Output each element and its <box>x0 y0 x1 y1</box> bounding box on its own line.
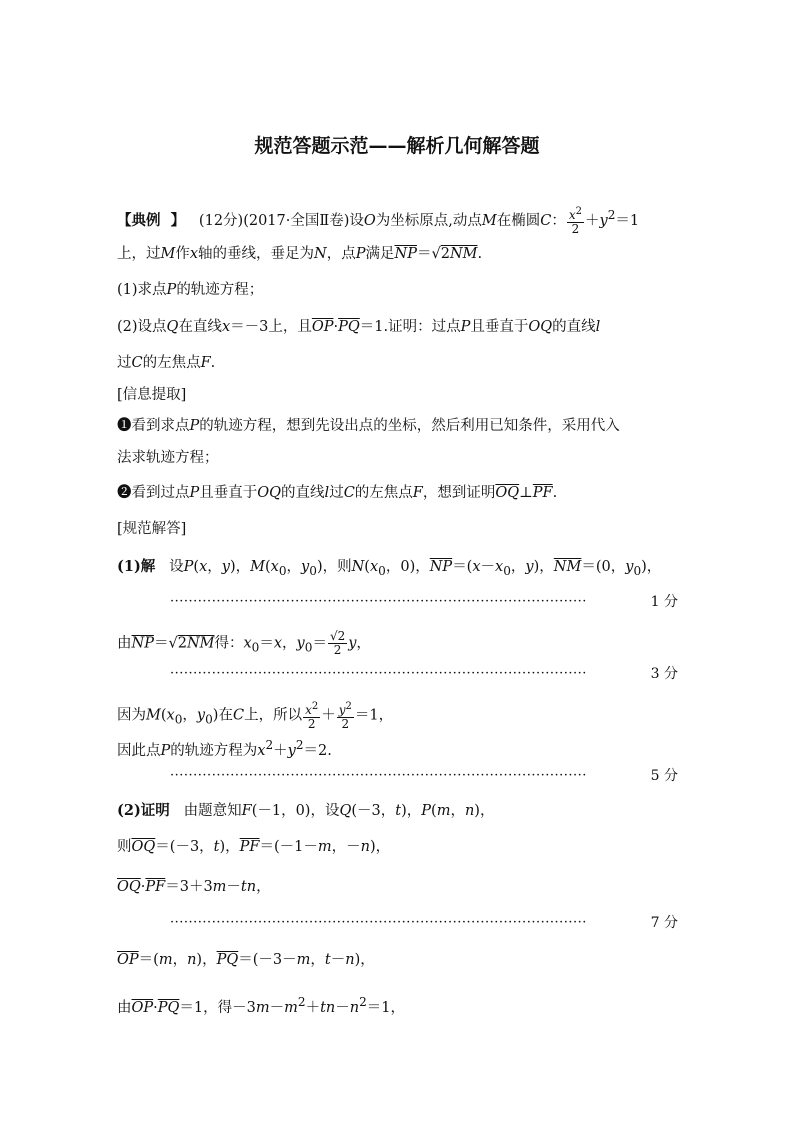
solution-step-8: $\overline{OP}=(m$，n)，$\overline{PQ}=(-3-m$，t－n)， <box>117 952 375 968</box>
solution-step-7: $\overline{OQ}\cdot\overline{PF}=3+3m-tn$， <box>117 879 271 895</box>
part2-label: (2)证明 <box>117 802 170 819</box>
score-line-3: ·························································································· 5 分 <box>170 768 678 784</box>
solution-step-1: (1)解 设P(x，y)，$M(x_0$，$y_0$)，则$N(x_0$，0)，$\overline{NP}=(x-x_0$，y)，$\overline{NM}=(0$，$y_0$)， <box>117 558 662 578</box>
info-header: [信息提取] <box>117 387 187 403</box>
solution-step-3: 因为$M(x_0$，$y_0$)在C上，所以 $\frac{x^2}{2}$ ＋ $\frac{y^2}{2}$ ＝1， <box>117 701 394 731</box>
solution-step-6: 则$\overline{OQ}=(-3$，t)，$\overline{PF}=(-1-m$，－n)， <box>117 839 391 855</box>
page-title: 规范答题示范——解析几何解答题 <box>254 135 540 157</box>
question-2: (2)设点Q在直线x＝－3上，且$\overline{OP}\cdot\overline{PQ}=1$.证明：过点P且垂直于OQ的直线l <box>117 319 601 335</box>
solution-step-5: (2)证明 由题意知F(－1，0)，设Q(－3，t)，P(m，n)， <box>117 802 495 819</box>
question-2-cont: 过C的左焦点F. <box>117 355 216 371</box>
solution-step-2: 由$\overline{NP}=√2\overline{NM}$得：$x_0=x$，$y_0=$ $\frac{√2}{2}$ y， <box>117 629 371 657</box>
example-line-1: 【典例 】 (12分)(2017·全国Ⅱ卷)设O为坐标原点,动点M在椭圆C： $\frac{x^2}{2}$ $+y^2=1$ <box>117 206 640 237</box>
info-item-1-cont: 法求轨迹方程； <box>117 450 219 466</box>
part1-label: (1)解 <box>117 558 156 575</box>
score-4: 7 分 <box>650 915 678 931</box>
question-1: (1)求点P的轨迹方程； <box>117 282 264 298</box>
solution-step-9: 由$\overline{OP}\cdot\overline{PQ}=1$，得$-3m-m^2+tn-n^2=1$， <box>117 995 405 1016</box>
score-line-1: ·························································································· 1 分 <box>170 594 678 610</box>
score-1: 1 分 <box>650 594 678 610</box>
example-label: 【典例 】 <box>117 211 186 229</box>
score-2: 3 分 <box>650 666 678 682</box>
score-line-2: ·························································································· 3 分 <box>170 666 678 682</box>
score-3: 5 分 <box>650 768 678 784</box>
solution-header: [规范解答] <box>117 521 187 537</box>
solution-step-4: 因此点P的轨迹方程为$x^2+y^2=2$. <box>117 738 332 759</box>
info-item-2: ❷看到过点P且垂直于OQ的直线l过C的左焦点F，想到证明$\overline{OQ}\perp\overline{PF}$. <box>117 485 558 501</box>
score-line-4: ·························································································· 7 分 <box>170 915 678 931</box>
example-line-2: 上，过M作x轴的垂线，垂足为N，点P满足$\overline{NP}=√2\overline{NM}$. <box>117 246 483 262</box>
info-item-1: ❶看到求点P的轨迹方程，想到先设出点的坐标，然后利用已知条件，采用代入 <box>117 418 620 434</box>
